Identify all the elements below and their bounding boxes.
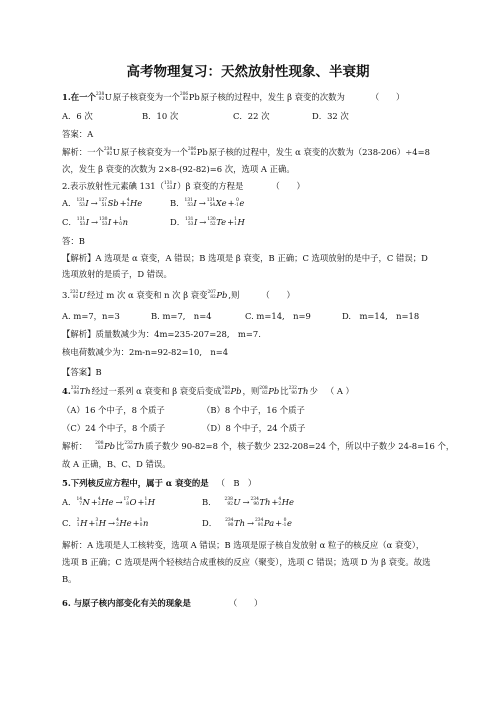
q4-explanation-2: 故 A 正确，B、C、D 错误。	[62, 459, 171, 469]
page-title: 高考物理复习：天然放射性现象、半衰期	[126, 64, 370, 80]
q3-answer: 【答案】B	[62, 367, 102, 377]
q1-explanation-2: 次，发生 β 衰变的次数为 2×8-(92-82)=6 次，选项 A 正确。	[62, 164, 295, 174]
q5-stem: 5.下列核反应方程中，属于 α 衰变的是 （ B ）	[62, 478, 257, 488]
q2-option-d: D． 131 53 I → 130 52 Te+ 1 1 H	[170, 216, 245, 227]
q5-explanation-3: B。	[62, 574, 77, 584]
q4-explanation: 解析： 208 82 Pb比 232 90 Th质子数少 90-82=8 个，核子数少 232-208=24 个，所以中子数少 24-8=16 个，	[62, 440, 455, 451]
q4-option-c: （C）24 个中子，8 个质子	[62, 423, 166, 433]
q4-option-d: （D）8 个中子，24 个质子	[202, 423, 306, 433]
q1-option-c: C．22 次	[233, 111, 270, 121]
q3-explanation: 【解析】质量数减少为：4m=235-207=28, m=7.	[62, 329, 261, 339]
q2-option-b: B． 131 53 I → 131 54 Xe+ 0 -1 e	[170, 197, 245, 208]
q2-option-c: C． 131 53 I → 130 53 I+ 1 0 n	[62, 216, 128, 227]
q1-option-a: A．6 次	[62, 111, 93, 121]
nuclide-u238: 238 92 U	[95, 91, 112, 102]
nuclide-pb206: 206 82 Pb	[179, 91, 200, 102]
q3-option-d: D. m=14, n=18	[342, 311, 420, 321]
q2-stem: 2.表示放射性元素碘 131（ 131 53 I）β 衰变的方程是 （ ）	[62, 180, 305, 191]
q2-explanation: 【解析】A 选项是 α 衰变，A 错误；B 选项是 β 衰变，B 正确；C 选项放射的是中子，C 错误；D	[62, 253, 428, 263]
q5-explanation-2: 选项 B 正确；C 选项是两个轻核结合成重核的反应（聚变），选项 C 错误；选项 D 为 β 衰变。故选	[62, 557, 431, 567]
q1-stem: 1.在一个 238 92 U原子核衰变为一个 206 82 Pb原子核的过程中，发生 β 衰变的次数为 （ ）	[62, 91, 405, 102]
q4-stem: 4. 232 90 Th经过一系列 α 衰变和 β 衰变后变成 208 82 Pb，则 208 82 Pb比 232 90 Th少 （ A ）	[62, 385, 354, 396]
q2-answer: 答：B	[62, 236, 85, 246]
q2-option-a: A． 131 53 I → 127 51 Sb+ 4 2 He	[62, 197, 143, 208]
q3-stem: 3. 232 92 U经过 m 次 α 衰变和 n 次 β 衰变 207 82 Pb,则 （ ）	[62, 289, 295, 300]
q5-option-c: C． 2 1 H+ 3 1 H → 4 2 He+ 1 0 n	[62, 517, 149, 528]
q6-stem: 6. 与原子核内部变化有关的现象是 （ ）	[62, 598, 263, 608]
q2-explanation-2: 选项放射的是质子，D 错误。	[62, 269, 172, 279]
q3-option-b: B. m=7, n=4	[151, 311, 212, 321]
q5-option-b: B． 238 92 U → 234 90 Th+ 4 2 He	[202, 496, 294, 507]
q1-answer: 答案：A	[62, 129, 94, 139]
q1-option-b: B．10 次	[142, 111, 179, 121]
q5-option-d: D． 234 90 Th → 234 91 Pa+ 0 -1 e	[202, 517, 292, 528]
q1-explanation: 解析：一个 238 92 U原子核衰变为一个 206 82 Pb原子核的过程中，发生 α 衰变的次数为（238-206）÷4=8	[62, 146, 430, 157]
q5-explanation: 解析：A 选项是人工核转变，选项 A 错误；B 选项是原子核自发放射 α 粒子的核反应（α 衰变），	[62, 540, 425, 550]
q5-option-a: A． 14 7 N+ 4 2 He → 17 8 O+ 1 1 H	[62, 496, 156, 507]
q4-option-b: （B）8 个中子，16 个质子	[202, 405, 305, 415]
q3-option-c: C. m=14, n=9	[245, 311, 311, 321]
q4-option-a: （A）16 个中子，8 个质子	[62, 405, 165, 415]
q3-option-a: A. m=7，n=3	[62, 311, 120, 321]
q3-explanation-2: 核电荷数减少为：2m-n=92-82=10, n=4	[62, 347, 229, 357]
q1-option-d: D．32 次	[312, 111, 349, 121]
